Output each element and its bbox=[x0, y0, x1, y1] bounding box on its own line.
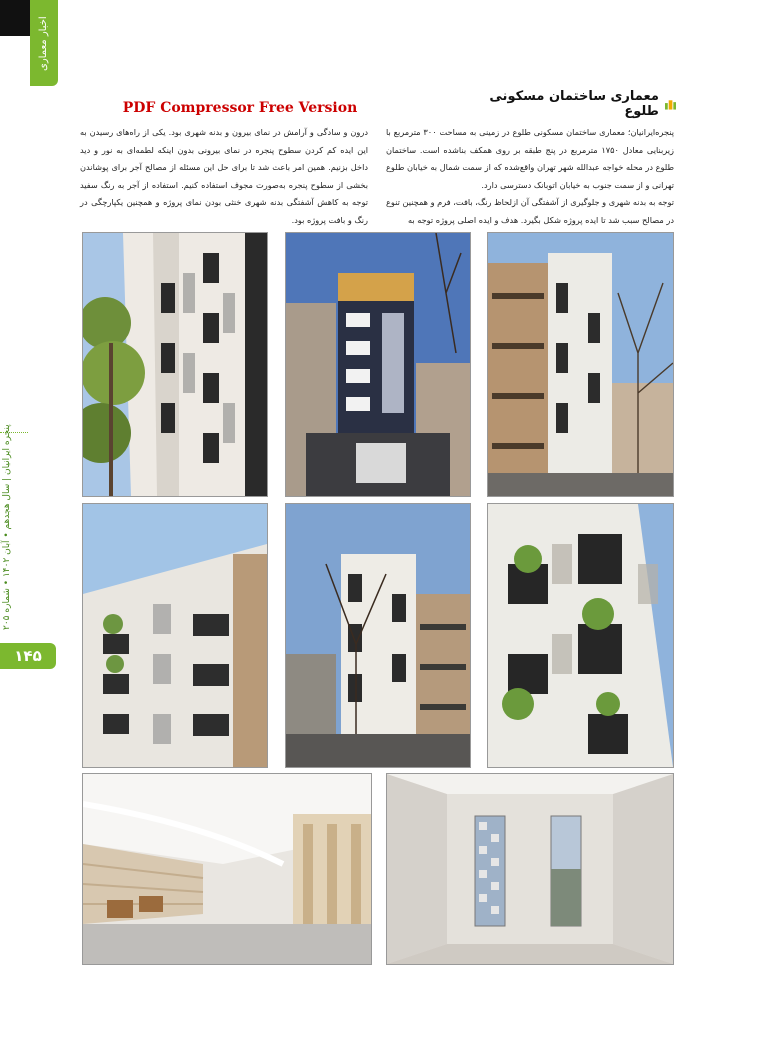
watermark: PDF Compressor Free Version bbox=[122, 100, 358, 116]
paragraph: درون و سادگی و آرامش در نمای بیرون و بدنه شهری بود. یکی از راه‌های رسیدن به این ایده کم کردن سطوح پنجره در نمای بیرونی بدون اینکه لطمه‌ای به نور و دید داخل بزنیم. همین امر باعث شد تا برای حل این مسئله از مصالح آجر برای پوشاندن بخشی از سطوح پنجره به‌صورت مجوف استفاده کنیم. استفاده از آجر به رنگ سفید توجه به کاهش آشفتگی بدنه شهری خنثی بودن نمای پروژه و همچنین یکپارچگی در رنگ و بافت پروژه بود. bbox=[80, 127, 368, 225]
text-column-left bbox=[80, 124, 368, 234]
magazine-issue-label: پنجره ایرانیان | سال هجدهم • آبان ۱۴۰۲ • شماره ۲۰۵ bbox=[2, 424, 12, 630]
building-icon bbox=[665, 98, 676, 110]
photo-facade-angled-right bbox=[487, 232, 674, 497]
corner-block bbox=[0, 0, 30, 36]
photo-facade-upward-left bbox=[82, 503, 268, 768]
paragraph: توجه به بدنه شهری و جلوگیری از آشفتگی آن ازلحاظ رنگ، بافت، فرم و همچنین تنوع در مصالح سبب شد تا ایده پروژه شکل بگیرد. هدف و ایده اصلی پروژه توجه به bbox=[386, 197, 674, 225]
section-tab-label: اخبار معماری bbox=[38, 16, 49, 72]
photo-facade-balconies-plants bbox=[487, 503, 674, 768]
photo-facade-front-dusk bbox=[285, 232, 471, 497]
article-title: معماری ساختمان مسکونی طلوع bbox=[489, 89, 659, 119]
photo-facade-street-view bbox=[285, 503, 471, 768]
photo-lobby-interior bbox=[82, 773, 372, 965]
photo-interior-room-windows bbox=[386, 773, 674, 965]
page-number: ۱۴۵ bbox=[14, 647, 42, 665]
photo-facade-angled-left bbox=[82, 232, 268, 497]
paragraph: پنجره‌ایرانیان؛ معماری ساختمان مسکونی طلوع در زمینی به مساحت ۳۰۰ مترمربع با زیربنایی معادل ۱۷۵۰ مترمربع در پنج طبقه بر روی همکف بناشده است. ساختمان طلوع در محله خواجه عبدالله شهر تهران واقع‌شده که از سمت شمال به خیابان طلوع تهرانی و از سمت جنوب به خیابان اتوبانک دسترسی دارد. bbox=[386, 127, 674, 190]
article-title-row bbox=[466, 89, 676, 119]
text-column-right bbox=[386, 124, 674, 234]
